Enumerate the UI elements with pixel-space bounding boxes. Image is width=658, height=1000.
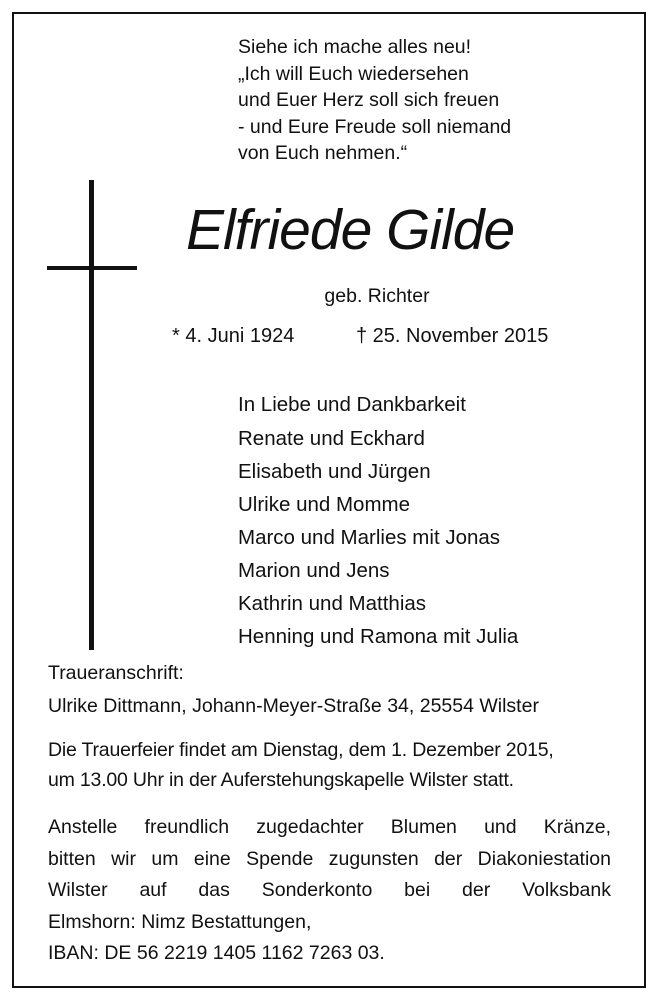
mourning-address (48, 657, 539, 723)
family-member: Henning und Ramona mit Julia (238, 625, 519, 648)
family-member: Marion und Jens (238, 559, 390, 582)
verse-line: - und Eure Freude soll niemand (238, 115, 512, 138)
family-member: Kathrin und Matthias (238, 592, 427, 615)
death-date: † 25. November 2015 (356, 325, 549, 347)
donation-line: Wilster auf das Sonderkonto bei der Volksbank (48, 879, 611, 901)
verse-line: von Euch nehmen.“ (238, 142, 408, 164)
iban-line: IBAN: DE 56 2219 1405 1162 7263 03. (48, 942, 385, 964)
maiden-name: geb. Richter (324, 285, 430, 307)
bible-verse (238, 34, 511, 167)
family-member: Ulrike und Momme (238, 493, 411, 516)
funeral-info-line: Die Trauerfeier findet am Dienstag, dem 1. Dezember 2015, (48, 739, 554, 761)
address-value: Ulrike Dittmann, Johann-Meyer-Straße 34, 25554 Wilster (48, 695, 539, 717)
cross-horizontal-bar (47, 266, 137, 270)
family-intro: In Liebe und Dankbarkeit (238, 393, 466, 416)
verse-line: Siehe ich mache alles neu! (238, 36, 472, 58)
verse-line: „Ich will Euch wiedersehen (238, 62, 469, 85)
donation-line: Elmshorn: Nimz Bestattungen, (48, 910, 312, 933)
donation-line: Anstelle freundlich zugedachter Blumen und Kränze, (48, 816, 611, 838)
birth-date: * 4. Juni 1924 (172, 325, 295, 347)
address-label: Traueranschrift: (48, 662, 184, 684)
family-member: Elisabeth und Jürgen (238, 460, 431, 483)
funeral-info-line: um 13.00 Uhr in der Auferstehungskapelle Wilster statt. (48, 769, 514, 791)
verse-line: und Euer Herz soll sich freuen (238, 89, 500, 111)
funeral-info (48, 735, 554, 795)
donation-line: bitten wir um eine Spende zugunsten der Diakoniestation (48, 847, 611, 870)
family-member: Renate und Eckhard (238, 427, 425, 450)
deceased-name: Elfriede Gilde (186, 198, 515, 262)
family-list (238, 388, 518, 653)
family-member: Marco und Marlies mit Jonas (238, 526, 501, 549)
cross-vertical-bar (89, 180, 94, 650)
donation-info (48, 812, 611, 970)
